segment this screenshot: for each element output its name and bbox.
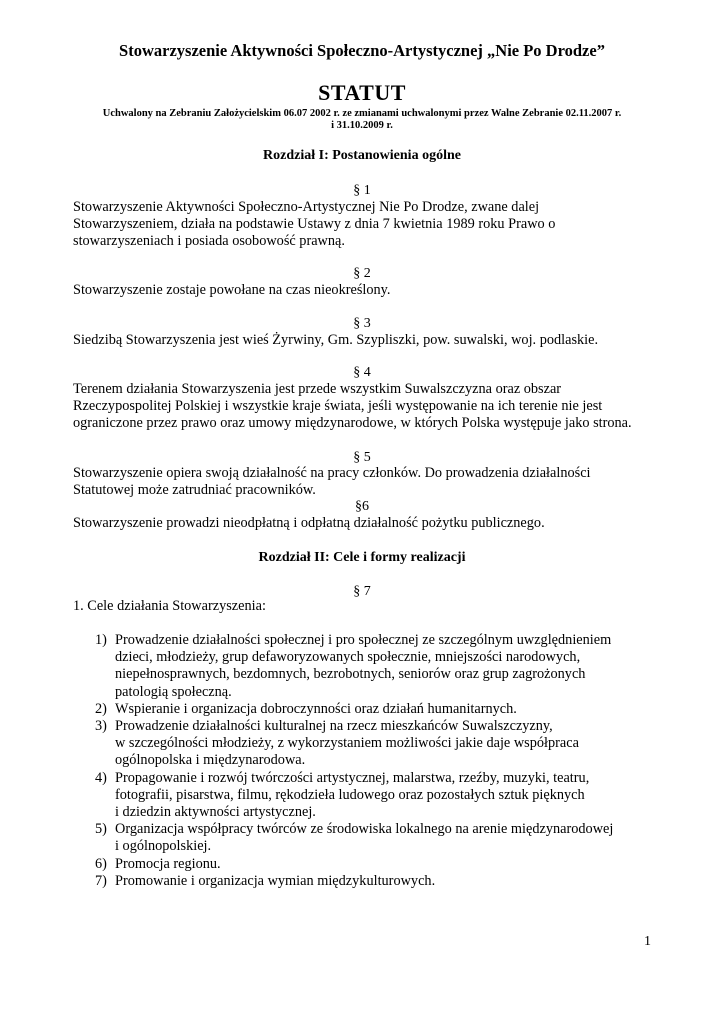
text-line: Prowadzenie działalności społecznej i pro społecznej ze szczególnym uwzględnieniem: [115, 632, 612, 648]
paragraph-2-number: § 2: [353, 266, 371, 281]
list-item-number: 4): [95, 769, 107, 786]
list-item: [73, 701, 673, 718]
text-line: w szczególności młodzieży, z wykorzystaniem możliwości jakie daje współpraca: [115, 735, 579, 752]
paragraph-6-text: [73, 515, 653, 532]
paragraph-7-number: § 7: [353, 584, 371, 599]
text-line: fotografii, pisarstwa, filmu, rękodzieła ludowego oraz pozostałych sztuk pięknych: [115, 786, 585, 803]
list-item-number: 7): [95, 872, 107, 889]
paragraph-5-number: § 5: [353, 450, 371, 465]
list-item: [73, 873, 673, 890]
list-item-number: 6): [95, 855, 107, 872]
text-line: ograniczone przez prawo oraz umowy międzynarodowe, w których Polska występuje jako strona.: [73, 415, 632, 432]
text-line: Stowarzyszenie zostaje powołane na czas nieokreślony.: [73, 282, 391, 298]
page-number: 1: [644, 934, 651, 949]
text-line: Terenem działania Stowarzyszenia jest przede wszystkim Suwalszczyzna oraz obszar: [73, 381, 562, 397]
adoption-note-line: i 31.10.2009 r.: [331, 120, 393, 131]
document-title: STATUT: [318, 80, 406, 105]
paragraph-1-number: § 1: [353, 183, 371, 198]
paragraph-4-number: § 4: [353, 365, 371, 380]
text-line: Promocja regionu.: [115, 855, 221, 872]
text-line: Stowarzyszenie Aktywności Społeczno-Artystycznej Nie Po Drodze, zwane dalej: [73, 199, 540, 215]
list-item: [73, 632, 673, 701]
list-item: [73, 770, 673, 822]
text-line: patologią społeczną.: [115, 683, 232, 700]
text-line: Prowadzenie działalności kulturalnej na rzecz mieszkańców Suwalszczyzny,: [115, 718, 553, 735]
chapter-2-title: Rozdział II: Cele i formy realizacji: [258, 550, 466, 565]
goals-list: [73, 632, 673, 890]
text-line: i dziedzin aktywności artystycznej.: [115, 804, 316, 821]
text-line: Stowarzyszeniem, działa na podstawie Ustawy z dnia 7 kwietnia 1989 roku Prawo o: [73, 216, 556, 233]
paragraph-1-text: [73, 199, 653, 251]
text-line: Wspieranie i organizacja dobroczynności oraz działań humanitarnych.: [115, 700, 517, 717]
paragraph-3-number: § 3: [353, 316, 371, 331]
text-line: Promowanie i organizacja wymian międzykulturowych.: [115, 872, 436, 889]
paragraph-6-number: §6: [355, 499, 369, 514]
text-line: Organizacja współpracy twórców ze środowiska lokalnego na arenie międzynarodowej: [115, 821, 614, 838]
organization-title: Stowarzyszenie Aktywności Społeczno-Artystycznej „Nie Po Drodze”: [119, 41, 605, 60]
paragraph-4-text: [73, 381, 673, 433]
text-line: Siedzibą Stowarzyszenia jest wieś Żyrwiny, Gm. Szypliszki, pow. suwalski, woj. podlaskie.: [73, 332, 599, 348]
list-item: [73, 821, 673, 855]
paragraph-5-text: [73, 465, 653, 499]
text-line: stowarzyszeniach i posiada osobowość prawną.: [73, 233, 345, 250]
list-item-number: 5): [95, 821, 107, 838]
paragraph-7-intro: 1. Cele działania Stowarzyszenia:: [73, 598, 266, 614]
paragraph-3-text: [73, 332, 653, 349]
list-item-number: 2): [95, 700, 107, 717]
adoption-note-line: Uchwalony na Zebraniu Założycielskim 06.07 2002 r. ze zmianami uchwalonymi przez Walne Zebranie 02.11.2007 r.: [102, 108, 622, 119]
list-item: [73, 718, 673, 770]
chapter-1-title: Rozdział I: Postanowienia ogólne: [263, 148, 461, 163]
text-line: ogólnopolska i międzynarodowa.: [115, 752, 306, 769]
text-line: i ogólnopolskiej.: [115, 838, 212, 855]
text-line: Stowarzyszenie opiera swoją działalność na pracy członków. Do prowadzenia działalności: [73, 465, 591, 481]
text-line: Propagowanie i rozwój twórczości artystycznej, malarstwa, rzeźby, muzyki, teatru,: [115, 769, 590, 786]
text-line: Rzeczypospolitej Polskiej i wszystkie kraje świata, jeśli występowanie na ich terenie nie jest: [73, 398, 603, 415]
list-item: [73, 856, 673, 873]
paragraph-2-text: [73, 282, 653, 299]
adoption-note: [60, 108, 664, 132]
list-item-number: 3): [95, 718, 107, 735]
text-line: dzieci, młodzieży, grup defaworyzowanych społecznie, mniejszości narodowych,: [115, 649, 581, 666]
list-item-number: 1): [95, 632, 107, 648]
text-line: Statutowej może zatrudniać pracowników.: [73, 482, 316, 499]
text-line: Stowarzyszenie prowadzi nieodpłatną i odpłatną działalność pożytku publicznego.: [73, 515, 545, 531]
text-line: niepełnosprawnych, bezdomnych, bezrobotnych, seniorów oraz grup zagrożonych: [115, 666, 586, 683]
